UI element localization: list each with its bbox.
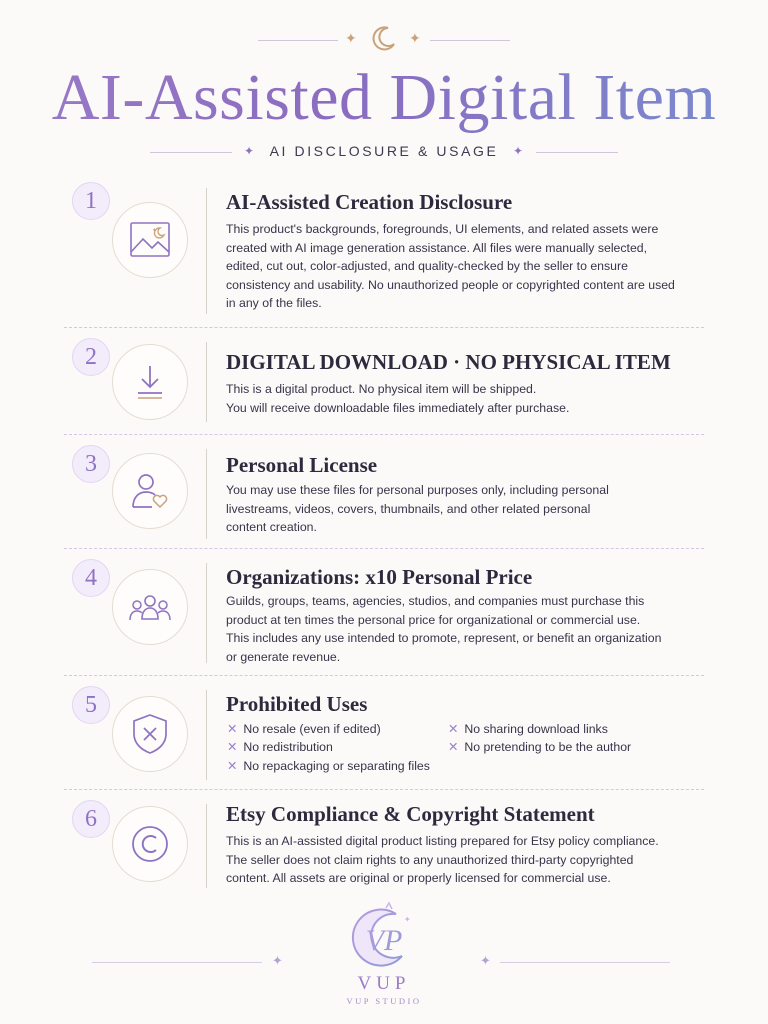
section-body (226, 380, 686, 417)
svg-text:✦: ✦ (404, 915, 411, 924)
shield-x-icon (128, 712, 172, 756)
section-divider-line (206, 690, 207, 780)
page-title: AI-Assisted Digital Item (0, 58, 768, 138)
section-divider-line (206, 188, 207, 314)
x-mark-icon: ✕ (227, 740, 238, 754)
section-body: This product's backgrounds, foregrounds, UI elements, and related assets were created with AI image generation assistance. All files were manually selected, edited, cut out, color-adjusted, and quality-checked by the seller to ensure consistency and usability. No unauthorized people or copyrighted content are used in any of the files. (226, 222, 675, 311)
logo-monogram: VP (365, 924, 403, 957)
section-separator (64, 434, 704, 435)
sparkle-icon: ✦ (272, 953, 283, 968)
section-divider-line (206, 449, 207, 539)
prohibited-item (227, 740, 333, 754)
section-etsy-compliance (64, 798, 704, 898)
section-body-line: You will receive downloadable files immediately after purchase. (226, 400, 570, 415)
footer-rule-left (92, 962, 262, 963)
section-title: DIGITAL DOWNLOAD · NO PHYSICAL ITEM (226, 350, 671, 374)
header-top-rule-left (258, 40, 338, 41)
x-mark-icon: ✕ (448, 740, 459, 754)
section-icon-ring (112, 569, 188, 645)
x-mark-icon: ✕ (227, 759, 238, 773)
section-number: 2 (72, 338, 110, 376)
sparkle-icon: ✦ (345, 30, 357, 46)
x-mark-icon: ✕ (227, 722, 238, 736)
download-icon (128, 360, 172, 404)
section-divider-line (206, 804, 207, 888)
section-number: 6 (72, 800, 110, 838)
section-separator (64, 789, 704, 790)
logo-text: VUP (357, 973, 411, 994)
section-title: Prohibited Uses (226, 692, 368, 716)
section-divider-line (206, 563, 207, 663)
prohibited-item-label: No redistribution (243, 740, 333, 754)
vup-logo-mark (340, 900, 428, 976)
subtitle-rule-right (536, 152, 618, 153)
prohibited-item (448, 740, 631, 754)
page-subtitle: AI DISCLOSURE & USAGE (269, 143, 499, 159)
prohibited-item-label: No pretending to be the author (464, 740, 632, 754)
section-separator (64, 548, 704, 549)
prohibited-item (227, 722, 381, 736)
section-separator (64, 327, 704, 328)
footer-rule-right (500, 962, 670, 963)
sparkle-icon: ✦ (409, 30, 421, 46)
user-heart-icon (128, 469, 172, 513)
section-body-line: This is a digital product. No physical item will be shipped. (226, 382, 537, 396)
section-number: 5 (72, 686, 110, 724)
section-icon-ring (112, 453, 188, 529)
prohibited-item-label: No resale (even if edited) (243, 722, 381, 736)
section-ai-disclosure (64, 180, 704, 320)
header-top-rule-right (430, 40, 510, 41)
image-landscape-moon-icon (128, 218, 172, 262)
section-organizations (64, 557, 704, 667)
section-body: You may use these files for personal purposes only, including personal livestreams, videos, covers, thumbnails, and other related personal content creation. (226, 483, 609, 535)
section-divider-line (206, 342, 207, 422)
svg-text:✦: ✦ (152, 228, 158, 234)
group-users-icon (128, 585, 172, 629)
sparkle-icon: ✦ (244, 144, 255, 158)
section-title: Organizations: x10 Personal Price (226, 565, 533, 589)
section-body: Guilds, groups, teams, agencies, studios, and companies must purchase this product at ten times the personal price for organizational or commercial use. This includes any use intended to promote, represent, or benefit an organization or generate revenue. (226, 594, 662, 664)
sparkle-icon: ✦ (513, 144, 524, 158)
section-title: Personal License (226, 453, 378, 477)
sparkle-icon: ✦ (480, 953, 491, 968)
prohibited-item (448, 722, 608, 736)
section-icon-ring (112, 202, 188, 278)
copyright-icon (128, 822, 172, 866)
prohibited-item-label: No repackaging or separating files (243, 759, 430, 773)
section-digital-download (64, 336, 704, 428)
x-mark-icon: ✕ (448, 722, 459, 736)
section-number: 4 (72, 559, 110, 597)
prohibited-item-label: No sharing download links (464, 722, 608, 736)
section-icon-ring (112, 344, 188, 420)
section-icon-ring (112, 806, 188, 882)
section-separator (64, 675, 704, 676)
section-number: 3 (72, 445, 110, 483)
section-number: 1 (72, 182, 110, 220)
section-title: AI-Assisted Creation Disclosure (226, 190, 513, 214)
section-personal-license (64, 443, 704, 543)
prohibited-item (227, 759, 430, 773)
section-icon-ring (112, 696, 188, 772)
logo-subtext: VUP STUDIO (346, 996, 422, 1006)
crescent-moon-icon (368, 24, 398, 54)
section-body: This is an AI-assisted digital product listing prepared for Etsy policy compliance. The seller does not claim rights to any unauthorized third-party copyrighted content. All assets are original or properly licensed for commercial use. (226, 834, 659, 886)
section-prohibited-uses (64, 684, 704, 784)
section-title: Etsy Compliance & Copyright Statement (226, 802, 595, 826)
